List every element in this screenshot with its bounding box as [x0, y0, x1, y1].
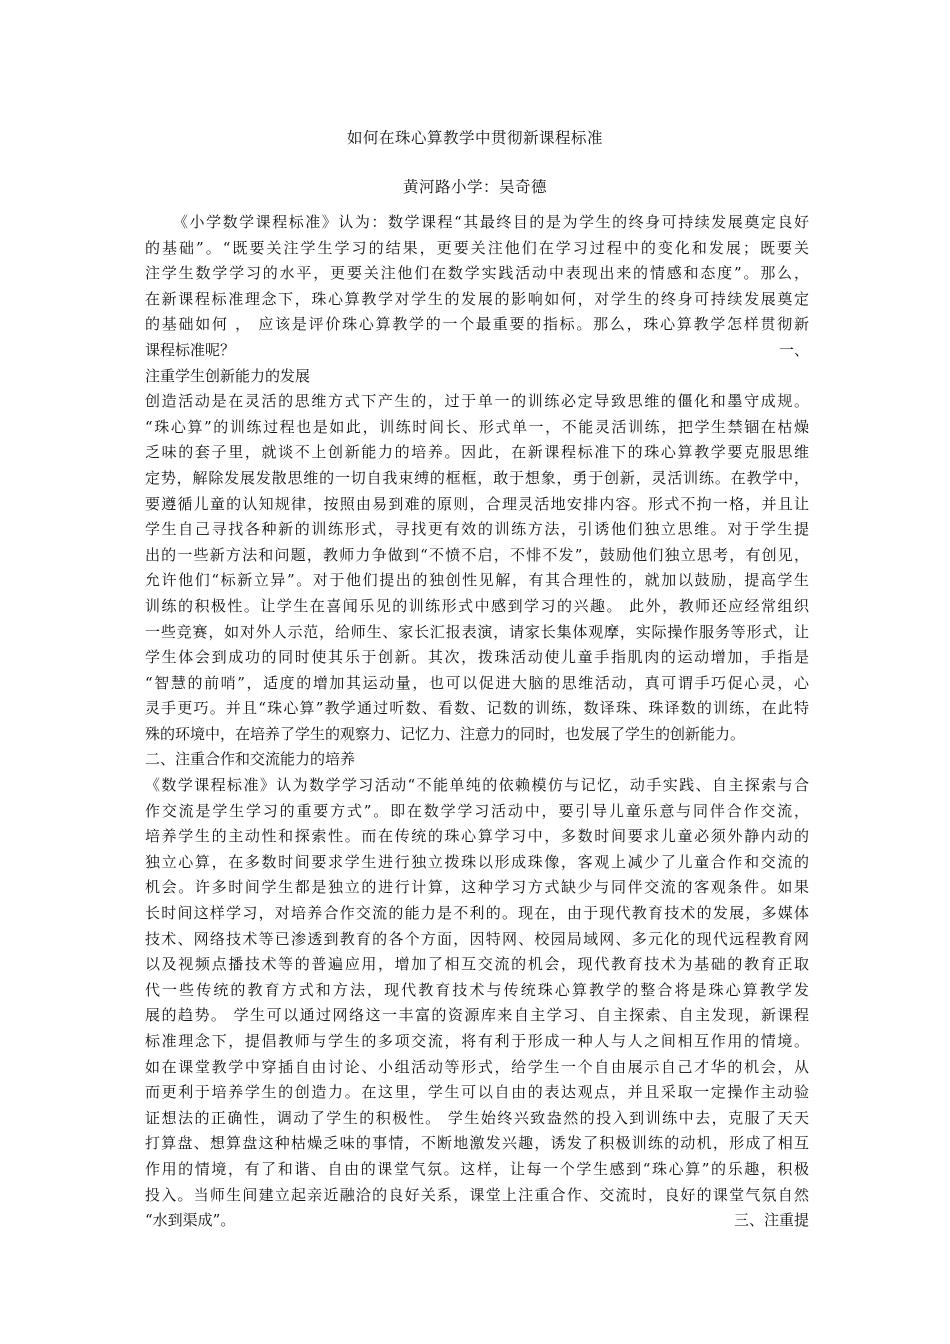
- text-line: 学生体会到成功的同时使其乐于创新。其次，拨珠活动使儿童手指肌肉的运动增加，手指是: [145, 648, 809, 667]
- document-title: 如何在珠心算教学中贯彻新课程标准: [346, 129, 603, 147]
- text-line: 证想法的正确性，调动了学生的积极性。 学生始终兴致盎然的投入到训练中去，克服了天天: [145, 1108, 809, 1127]
- text-line: [145, 338, 809, 364]
- text-line: 培养学生的主动性和探索性。而在传统的珠心算学习中，多数时间要求儿童必须外静内动的: [145, 827, 809, 846]
- text-line: “珠心算”的训练过程也是如此，训练时间长、形式单一，不能灵活训练，把学生禁锢在枯燥: [145, 417, 809, 436]
- text-line: 以及视频点播技术等的普遍应用，增加了相互交流的机会，现代教育技术为基础的教育正取: [145, 955, 809, 974]
- text-line: 《小学数学课程标准》认为：数学课程“其最终目的是为学生的终身可持续发展奠定良好: [173, 213, 809, 231]
- text-line: 在新课程标准理念下，珠心算教学对学生的发展的影响如何，对学生的终身可持续发展奠定: [145, 289, 809, 308]
- text-line: 一些竞赛，如对外人示范，给师生、家长汇报表演，请家长集体观摩，实际操作服务等形式，让: [145, 622, 809, 641]
- text-line: 技术、网络技术等已渗透到教育的各个方面，因特网、校园局域网、多元化的现代远程教育网: [145, 929, 809, 948]
- text-segment: “水到渠成”。: [145, 1211, 236, 1230]
- text-line: 而更利于培养学生的创造力。在这里，学生可以自由的表达观点，并且采取一定操作主动验: [145, 1083, 809, 1102]
- text-line: 打算盘、想算盘这种枯燥乏味的事情，不断地激发兴趣，诱发了积极训练的动机，形成了相互: [145, 1134, 809, 1153]
- text-line: 灵手更巧。并且“珠心算”教学通过听数、看数、记数的训练，数译珠、珠译数的训练，在此特: [145, 699, 809, 718]
- section-heading: 注重学生创新能力的发展: [145, 366, 311, 385]
- text-line: 展的趋势。 学生可以通过网络这一丰富的资源库来自主学习、自主探索、自主发现，新课程: [145, 1006, 809, 1025]
- document-body: [145, 210, 809, 1234]
- text-line: 作交流是学生学习的重要方式”。即在数学学习活动中，要引导儿童乐意与同伴合作交流，: [145, 801, 809, 820]
- text-line: 如在课堂教学中穿插自由讨论、小组活动等形式，给学生一个自由展示自己才华的机会，从: [145, 1057, 809, 1076]
- text-line: 标准理念下，提倡教师与学生的多项交流，将有利于形成一种人与人之间相互作用的情境。: [145, 1032, 809, 1050]
- section-heading: 三、注重提: [733, 1211, 809, 1230]
- text-line: 投入。当师生间建立起亲近融洽的良好关系，课堂上注重合作、交流时，良好的课堂气氛自然: [145, 1185, 809, 1204]
- text-line: 学生自己寻找各种新的训练形式，寻找更有效的训练方法，引诱他们独立思维。对于学生提: [145, 520, 809, 539]
- text-line: 创造活动是在灵活的思维方式下产生的，过于单一的训练必定导致思维的僵化和墨守成规。: [145, 392, 809, 411]
- text-line: 训练的积极性。让学生在喜闻乐见的训练形式中感到学习的兴趣。 此外，教师还应经常组织: [145, 596, 809, 615]
- text-line: 殊的环境中，在培养了学生的观察力、记忆力、注意力的同时，也发展了学生的创新能力。: [145, 724, 746, 743]
- document-author: 黄河路小学：吴奇德: [402, 178, 547, 196]
- text-line: 的基础如何 ， 应该是评价珠心算教学的一个最重要的指标。那么，珠心算教学怎样贯彻新: [145, 315, 809, 334]
- text-line: 长时间这样学习，对培养合作交流的能力是不利的。现在，由于现代教育技术的发展，多媒体: [145, 904, 809, 923]
- text-line: 独立心算，在多数时间要求学生进行独立拨珠以形成珠像，客观上减少了儿童合作和交流的: [145, 852, 809, 871]
- text-line: 的基础”。“既要关注学生学习的结果，更要关注他们在学习过程中的变化和发展；既要关: [145, 238, 809, 257]
- text-line: 注学生数学学习的水平，更要关注他们在数学实践活动中表现出来的情感和态度”。那么，: [145, 264, 809, 283]
- text-line: 代一些传统的教育方式和方法，现代教育技术与传统珠心算教学的整合将是珠心算教学发: [145, 980, 809, 999]
- text-line: “智慧的前哨”，适度的增加其运动量，也可以促进大脑的思维活动，真可谓手巧促心灵，心: [145, 673, 809, 692]
- text-line: 出的一些新方法和问题，教师力争做到“不愤不启，不悱不发”，鼓励他们独立思考，有创见，: [145, 545, 809, 564]
- text-line: [145, 1208, 809, 1234]
- section-number: 一、: [778, 340, 809, 359]
- text-line: 作用的情境，有了和谐、自由的课堂气氛。这样，让每一个学生感到“珠心算”的乐趣，积极: [145, 1159, 809, 1178]
- text-line: 要遵循儿童的认知规律，按照由易到难的原则，合理灵活地安排内容。形式不拘一格，并且让: [145, 494, 809, 513]
- text-segment: 课程标准呢？: [145, 340, 236, 359]
- section-heading: 二、注重合作和交流能力的培养: [145, 750, 356, 769]
- text-line: 机会。许多时间学生都是独立的进行计算，这种学习方式缺少与同伴交流的客观条件。如果: [145, 878, 809, 897]
- text-line: 定势，解除发展发散思维的一切自我束缚的框框，敢于想象，勇于创新，灵活训练。在教学中，: [145, 468, 809, 487]
- text-line: 允许他们“标新立异”。对于他们提出的独创性见解，有其合理性的，就加以鼓励，提高学生: [145, 571, 809, 590]
- text-line: 《数学课程标准》认为数学学习活动“不能单纯的依赖模仿与记忆，动手实践、自主探索与合: [145, 776, 809, 795]
- text-line: 乏味的套子里，就谈不上创新能力的培养。因此，在新课程标准下的珠心算教学要克服思维: [145, 443, 809, 462]
